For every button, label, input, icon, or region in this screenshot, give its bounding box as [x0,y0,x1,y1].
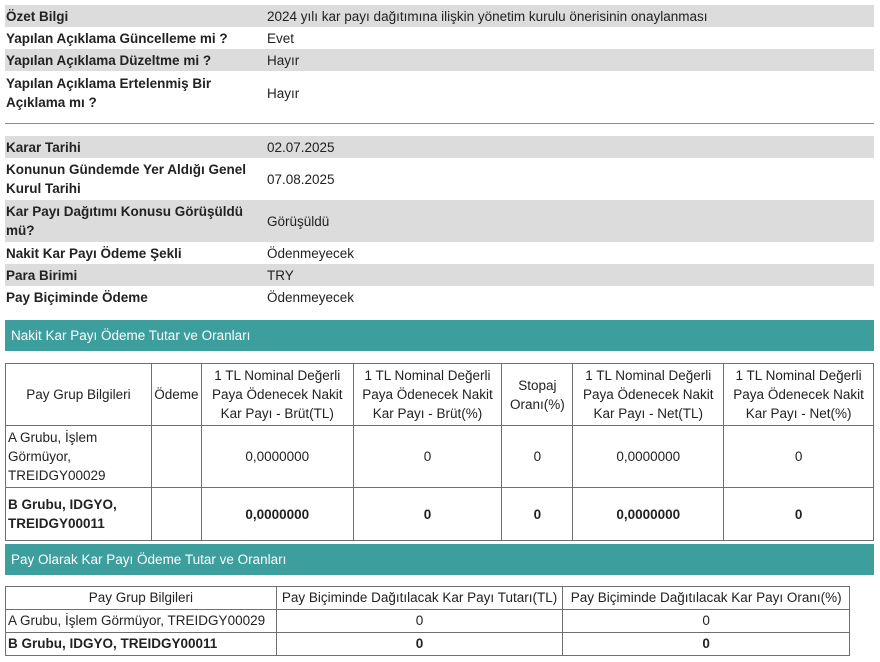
table-cell: 0 [502,426,573,488]
summary-row [5,27,874,49]
field-value: 07.08.2025 [267,171,335,187]
table-cell: A Grubu, İşlem Görmüyor, TREIDGY00029 [6,610,277,633]
field-label: Nakit Kar Payı Ödeme Şekli [6,245,182,261]
table-cell: B Grubu, IDGYO, TREIDGY00011 [6,488,152,541]
column-header: Ödeme [151,364,201,426]
table-cell: A Grubu, İşlem Görmüyor, TREIDGY00029 [6,426,152,488]
column-header: Pay Grup Bilgileri [6,587,277,610]
field-value: Ödenmeyecek [267,289,355,305]
divider [5,123,874,124]
column-header: 1 TL Nominal Değerli Paya Ödenecek Nakit Kar Payı - Brüt(TL) [201,364,353,426]
summary-row [5,71,874,115]
column-header: Pay Biçiminde Dağıtılacak Kar Payı Oranı(%) [563,587,850,610]
field-label: Para Birimi [6,267,78,283]
field-value: Evet [267,30,295,46]
column-header: 1 TL Nominal Değerli Paya Ödenecek Nakit Kar Payı - Net(%) [724,364,874,426]
field-label: Yapılan Açıklama Güncelleme mi ? [6,30,228,46]
field-label: Pay Biçiminde Ödeme [6,289,148,305]
details-block [5,136,874,308]
table-cell [151,426,201,488]
table-cell: 0 [724,488,874,541]
table-cell: 0,0000000 [573,426,724,488]
field-value: Hayır [267,85,300,101]
table-cell: 0 [353,488,502,541]
table-cell [151,488,201,541]
table-cell: 0 [276,633,563,656]
summary-block [5,5,874,115]
column-header: 1 TL Nominal Değerli Paya Ödenecek Nakit Kar Payı - Net(TL) [573,364,724,426]
field-label: Karar Tarihi [6,139,81,155]
table-cell: 0,0000000 [201,426,353,488]
table-cell: B Grubu, IDGYO, TREIDGY00011 [6,633,277,656]
detail-row [5,158,874,200]
field-value: Hayır [267,52,300,68]
detail-row [5,286,874,308]
field-value: Görüşüldü [267,213,330,229]
table-cell: 0 [353,426,502,488]
field-value: Ödenmeyecek [267,245,355,261]
table-header-row [6,587,850,610]
summary-row [5,49,874,71]
cash-dividend-table [5,363,874,541]
field-value: 02.07.2025 [267,139,335,155]
field-label: Yapılan Açıklama Düzeltme mi ? [6,52,212,68]
table-cell: 0,0000000 [573,488,724,541]
detail-row [5,264,874,286]
share-dividend-table [5,586,850,656]
table-cell: 0 [563,610,850,633]
table-row [6,633,850,656]
section-header-share: Pay Olarak Kar Payı Ödeme Tutar ve Oranları [5,544,874,575]
table-cell: 0 [276,610,563,633]
field-label: Kar Payı Dağıtımı Konusu Görüşüldü mü? [6,204,244,238]
table-cell: 0 [563,633,850,656]
section-header-cash: Nakit Kar Payı Ödeme Tutar ve Oranları [5,320,874,351]
column-header: Pay Biçiminde Dağıtılacak Kar Payı Tutarı(TL) [276,587,563,610]
column-header: Pay Grup Bilgileri [6,364,152,426]
field-value: TRY [267,267,294,283]
field-label: Yapılan Açıklama Ertelenmiş Bir Açıklama mı ? [6,76,212,110]
detail-row [5,242,874,264]
table-header-row [6,364,874,426]
field-label: Özet Bilgi [6,8,69,24]
summary-row [5,5,874,27]
field-value: 2024 yılı kar payı dağıtımına ilişkin yönetim kurulu önerisinin onaylanması [267,8,708,24]
table-cell: 0 [502,488,573,541]
table-row [6,488,874,541]
table-row [6,426,874,488]
column-header: Stopaj Oranı(%) [502,364,573,426]
table-cell: 0 [724,426,874,488]
table-cell: 0,0000000 [201,488,353,541]
column-header: 1 TL Nominal Değerli Paya Ödenecek Nakit Kar Payı - Brüt(%) [353,364,502,426]
detail-row [5,200,874,242]
detail-row [5,136,874,158]
field-label: Konunun Gündemde Yer Aldığı Genel Kurul Tarihi [6,162,247,196]
table-row [6,610,850,633]
